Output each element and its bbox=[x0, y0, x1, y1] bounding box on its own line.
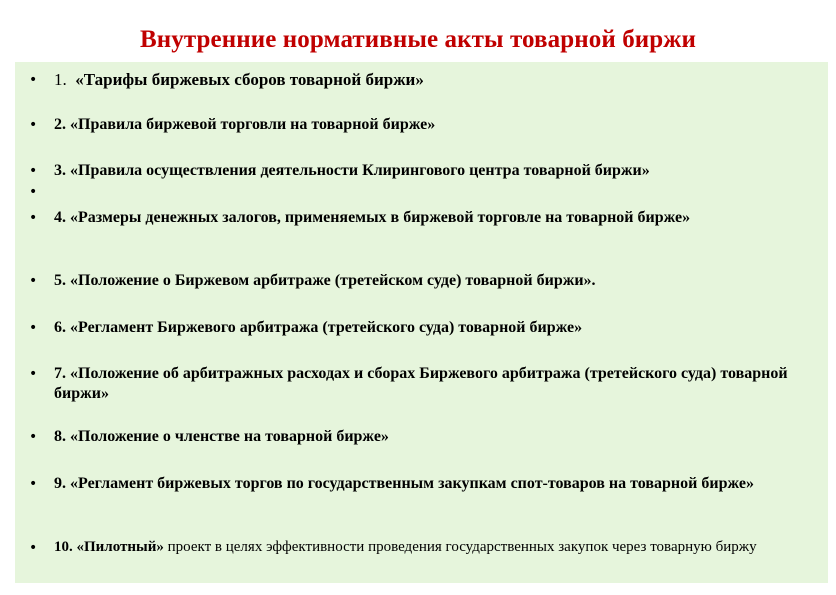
item-number: 1. bbox=[54, 70, 67, 89]
item-text: «Регламент Биржевого арбитража (третейского суда) товарной бирже» bbox=[70, 319, 583, 336]
item-number: 6. bbox=[54, 319, 66, 336]
bullet-icon: • bbox=[29, 163, 38, 179]
item-number: 4. bbox=[54, 209, 66, 226]
content-panel bbox=[15, 62, 828, 583]
item-text: «Правила осуществления деятельности Клирингового центра товарной биржи» bbox=[70, 162, 650, 179]
item-number: 5. bbox=[54, 272, 66, 289]
item-text-plain: проект в целях эффективности проведения государственных закупок через товарную биржу bbox=[163, 539, 757, 555]
item-number: 2. bbox=[54, 116, 66, 133]
item-number: 8. bbox=[54, 428, 66, 445]
bullet-icon: • bbox=[29, 540, 38, 556]
bullet-icon: • bbox=[29, 429, 38, 445]
item-number: 10. bbox=[54, 539, 73, 555]
bullet-icon: • bbox=[29, 117, 38, 133]
item-number: 7. bbox=[54, 365, 66, 382]
bullet-icon: • bbox=[29, 72, 38, 88]
item-number: 9. bbox=[54, 475, 66, 492]
item-text: «Положение о членстве на товарной бирже» bbox=[70, 428, 389, 445]
item-text: «Тарифы биржевых сборов товарной биржи» bbox=[75, 70, 424, 89]
item-text: «Размеры денежных залогов, применяемых в биржевой торговле на товарной бирже» bbox=[70, 209, 691, 226]
item-text: «Положение об арбитражных расходах и сборах Биржевого арбитража (третейского суда) товарной биржи» bbox=[54, 365, 788, 402]
item-text: «Регламент биржевых торгов по государственным закупкам спот-товаров на товарной бирже» bbox=[70, 475, 754, 492]
page-title: Внутренние нормативные акты товарной биржи bbox=[139, 26, 697, 53]
item-number: 3. bbox=[54, 162, 66, 179]
bullet-icon: • bbox=[29, 366, 38, 382]
bullet-icon: • bbox=[29, 210, 38, 226]
bullet-icon: • bbox=[29, 184, 38, 200]
bullet-icon: • bbox=[29, 476, 38, 492]
bullet-icon: • bbox=[29, 320, 38, 336]
bullet-icon: • bbox=[29, 273, 38, 289]
item-text: «Положение о Биржевом арбитраже (третейском суде) товарной биржи». bbox=[70, 272, 596, 289]
item-text: «Правила биржевой торговли на товарной бирже» bbox=[70, 116, 436, 133]
item-text-bold: «Пилотный» bbox=[76, 539, 164, 555]
